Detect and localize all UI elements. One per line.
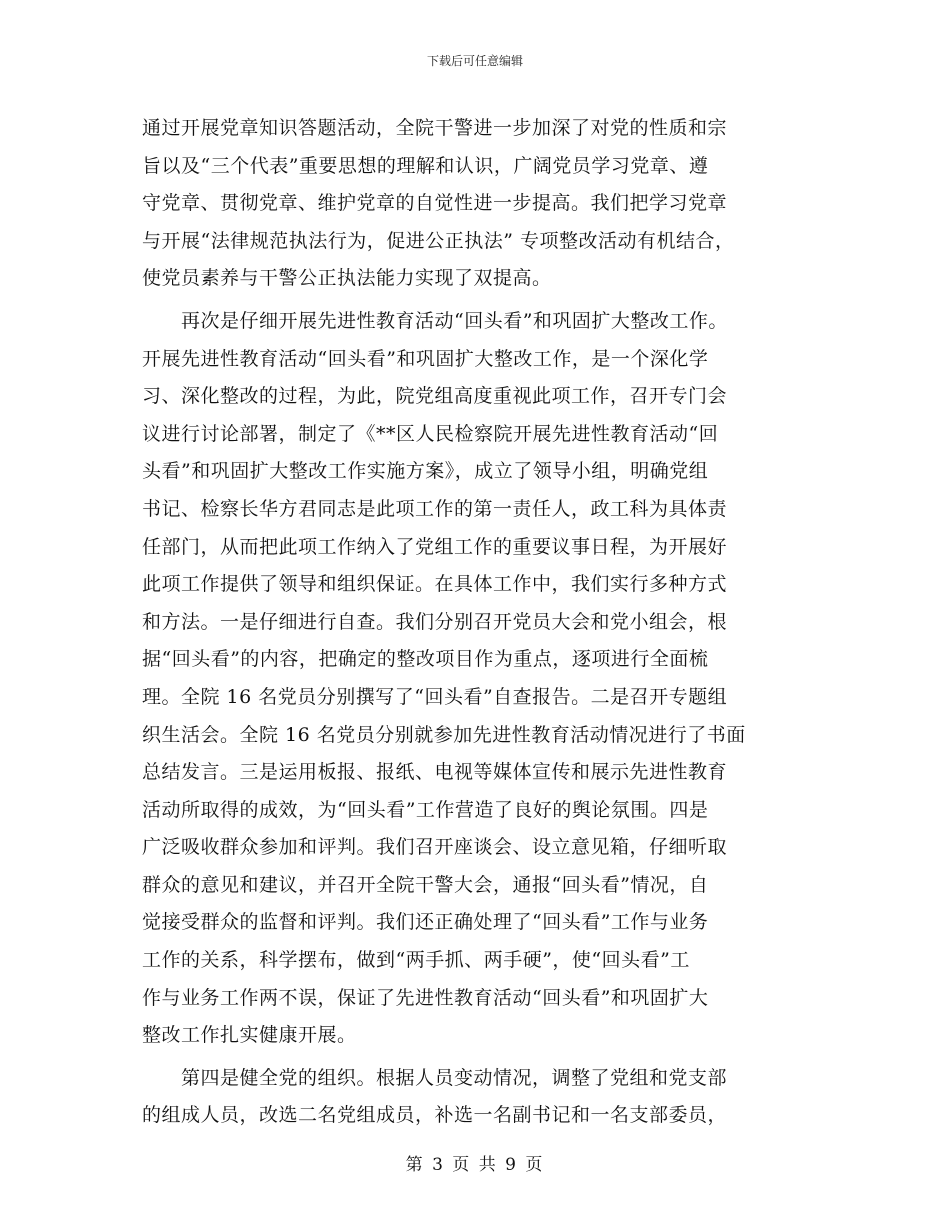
- text-line: 议进行讨论部署，制定了《**区人民检察院开展先进性教育活动“回: [142, 422, 719, 445]
- text-line: 使党员素养与干警公正执法能力实现了双提高。: [142, 267, 552, 290]
- text-line: 头看”和巩固扩大整改工作实施方案》，成立了领导小组，明确党组: [142, 460, 709, 483]
- text-line: 与开展“法律规范执法行为，促进公正执法” 专项整改活动有机结合，: [142, 229, 735, 252]
- text-line: 理。全院 16 名党员分别撰写了“回头看”自查报告。二是召开专题组: [142, 685, 728, 708]
- text-line: 觉接受群众的监督和评判。我们还正确处理了“回头看”工作与业务: [142, 911, 709, 934]
- text-line: 总结发言。三是运用板报、报纸、电视等媒体宣传和展示先进性教育: [142, 761, 728, 784]
- text-line: 活动所取得的成效，为“回头看”工作营造了良好的舆论氛围。四是: [142, 798, 709, 821]
- text-line: 守党章、贯彻党章、维护党章的自觉性进一步提高。我们把学习党章: [142, 192, 728, 215]
- text-line: 此项工作提供了领导和组织保证。在具体工作中，我们实行多种方式: [142, 573, 728, 596]
- text-line: 旨以及“三个代表”重要思想的理解和认识，广阔党员学习党章、遵: [142, 154, 709, 177]
- text-line: 开展先进性教育活动“回头看”和巩固扩大整改工作，是一个深化学: [142, 347, 709, 370]
- paragraph-3: [142, 1060, 822, 1135]
- text-line: 再次是仔细开展先进性教育活动“回头看”和巩固扩大整改工作。: [142, 309, 728, 332]
- text-line: 织生活会。全院 16 名党员分别就参加先进性教育活动情况进行了书面: [142, 723, 746, 746]
- paragraph-2: [142, 303, 822, 1055]
- page-header: 下载后可任意编辑: [426, 54, 523, 68]
- document-body: [142, 110, 822, 1135]
- page-footer: 第 3 页 共 9 页: [405, 1155, 545, 1175]
- text-line: 和方法。一是仔细进行自查。我们分别召开党员大会和党小组会，根: [142, 610, 728, 633]
- text-line: 整改工作扎实健康开展。: [142, 1024, 357, 1047]
- text-line: 书记、检察长华方君同志是此项工作的第一责任人，政工科为具体责: [142, 497, 728, 520]
- text-line: 群众的意见和建议，并召开全院干警大会，通报“回头看”情况，自: [142, 873, 709, 896]
- text-line: 广泛吸收群众参加和评判。我们召开座谈会、设立意见箱，仔细听取: [142, 836, 728, 859]
- text-line: 作与业务工作两不误，保证了先进性教育活动“回头看”和巩固扩大: [142, 986, 709, 1009]
- text-line: 据“回头看”的内容，把确定的整改项目作为重点，逐项进行全面梳: [142, 648, 709, 671]
- text-line: 习、深化整改的过程，为此，院党组高度重视此项工作，召开专门会: [142, 385, 728, 408]
- text-line: 通过开展党章知识答题活动，全院干警进一步加深了对党的性质和宗: [142, 117, 728, 139]
- text-line: 的组成人员，改选二名党组成员，补选一名副书记和一名支部委员，: [142, 1104, 728, 1127]
- text-line: 任部门，从而把此项工作纳入了党组工作的重要议事日程，为开展好: [142, 535, 728, 558]
- text-line: 工作的关系，科学摆布，做到“两手抓、两手硬”，使“回头看”工: [142, 949, 690, 972]
- text-line: 第四是健全党的组织。根据人员变动情况，调整了党组和党支部: [142, 1066, 728, 1089]
- paragraph-1: [142, 110, 822, 298]
